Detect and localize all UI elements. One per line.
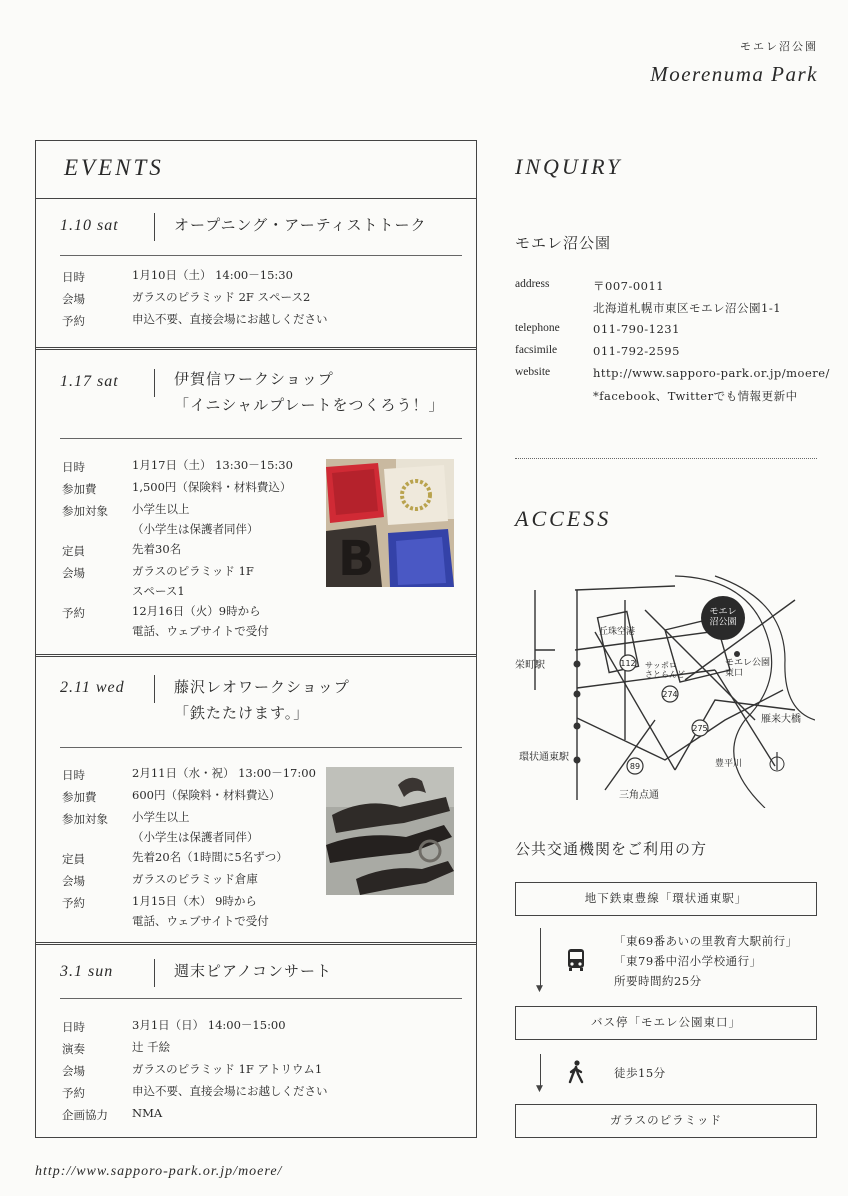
row-label: 参加対象 — [62, 504, 108, 518]
bus-duration: 所要時間約25分 — [614, 974, 702, 988]
event-title: オープニング・アーティストトーク — [174, 216, 427, 234]
divider — [154, 959, 155, 987]
row-label: 企画協力 — [62, 1108, 108, 1122]
map-park-label: モエレ沼公園 — [709, 607, 737, 628]
route-line — [540, 1054, 541, 1088]
svg-text:B: B — [338, 531, 375, 587]
row-value: ガラスのピラミッド倉庫 — [132, 872, 258, 886]
facsimile-label: facsimile — [515, 344, 558, 356]
map-toyohira-label: 豊平川 — [715, 759, 743, 769]
inquiry-title: INQUIRY — [515, 154, 623, 179]
row-value: 電話、ウェブサイトで受付 — [132, 914, 269, 928]
route-274: 274 — [662, 690, 678, 699]
bus-line-1: 「東69番あいの里教育大駅前行」 — [614, 934, 798, 948]
row-label: 予約 — [62, 1086, 85, 1100]
route-275: 275 — [692, 724, 708, 733]
row-label: 演奏 — [62, 1042, 85, 1056]
row-label: 予約 — [62, 314, 85, 328]
row-label: 日時 — [62, 460, 85, 474]
arrow-down-icon: ▼ — [536, 1084, 543, 1094]
row-value: 600円（保険料・材料費込） — [132, 788, 281, 802]
divider — [154, 675, 155, 703]
row-value: 電話、ウェブサイトで受付 — [132, 624, 269, 638]
row-label: 参加費 — [62, 790, 97, 804]
address-line: 北海道札幌市東区モエレ沼公園1-1 — [593, 301, 782, 315]
row-label: 参加対象 — [62, 812, 108, 826]
event-title: 週末ピアノコンサート — [174, 962, 333, 980]
divider — [60, 747, 462, 748]
footer-url[interactable]: http://www.sapporo-park.or.jp/moere/ — [35, 1164, 283, 1179]
row-label: 日時 — [62, 270, 85, 284]
address-label: address — [515, 278, 550, 290]
telephone-value: 011-790-1231 — [593, 322, 680, 336]
row-value: 小学生以上 — [132, 810, 190, 824]
divider — [154, 213, 155, 241]
row-value: 1月17日（土） 13:30－15:30 — [132, 458, 293, 472]
row-value: 申込不要、直接会場にお越しください — [132, 1084, 328, 1098]
row-value: NMA — [132, 1106, 163, 1120]
row-label: 予約 — [62, 896, 85, 910]
event-title: 伊賀信ワークショップ — [174, 370, 334, 388]
facsimile-value: 011-792-2595 — [593, 344, 680, 358]
event-subtitle: 「鉄たたけます。」 — [174, 704, 310, 722]
divider — [36, 198, 476, 199]
address-zip: 〒007-0011 — [593, 279, 665, 293]
route-89: 89 — [629, 762, 641, 771]
row-label: 定員 — [62, 544, 85, 558]
row-value: 1,500円（保険料・材料費込） — [132, 480, 292, 494]
row-label: 日時 — [62, 768, 85, 782]
map-sakaemachi-label: 栄町駅 — [515, 660, 545, 671]
row-label: 定員 — [62, 852, 85, 866]
access-map — [515, 570, 815, 808]
map-bridge-label: 雁来大橋 — [761, 714, 801, 725]
header-name-jp: モエレ沼公園 — [740, 40, 818, 53]
row-label: 参加費 — [62, 482, 97, 496]
row-label: 会場 — [62, 566, 85, 580]
row-value: 辻 千絵 — [132, 1040, 171, 1054]
social-note: *facebook、Twitterでも情報更新中 — [593, 389, 798, 403]
divider — [36, 347, 476, 350]
route-line — [540, 928, 541, 988]
row-value: 1月10日（土） 14:00－15:30 — [132, 268, 293, 282]
map-airport-label: 丘珠空港 — [599, 627, 636, 637]
stop-subway-station: 地下鉄東豊線「環状通東駅」 — [515, 882, 817, 916]
event-title: 藤沢レオワークショップ — [174, 678, 350, 696]
map-satorando-label: サッポロさとらんど — [645, 661, 685, 680]
row-value: 小学生以上 — [132, 502, 190, 516]
row-value: （小学生は保護者同伴） — [132, 522, 259, 536]
bus-icon — [566, 948, 586, 972]
row-value: 2月11日（水・祝） 13:00－17:00 — [132, 766, 316, 780]
row-value: 先着20名（1時間に5名ずつ） — [132, 850, 288, 864]
row-label: 日時 — [62, 1020, 85, 1034]
row-value: ガラスのピラミッド 1F アトリウム1 — [132, 1062, 323, 1076]
divider — [154, 369, 155, 397]
stop-glass-pyramid: ガラスのピラミッド — [515, 1104, 817, 1138]
header-name-en: Moerenuma Park — [650, 62, 818, 86]
divider — [60, 255, 462, 256]
row-value: 12月16日（火）9時から — [132, 604, 261, 618]
events-title: EVENTS — [64, 155, 164, 180]
map-east-gate-label: モエレ公園東口 — [725, 658, 771, 679]
event-date: 2.11 wed — [60, 679, 125, 696]
divider — [515, 458, 817, 459]
row-label: 会場 — [62, 874, 85, 888]
inquiry-org-name: モエレ沼公園 — [515, 234, 612, 252]
row-value: （小学生は保護者同伴） — [132, 830, 259, 844]
events-panel — [35, 140, 477, 1138]
website-link[interactable]: http://www.sapporo-park.or.jp/moere/ — [593, 366, 830, 380]
row-label: 予約 — [62, 606, 85, 620]
divider — [60, 438, 462, 439]
event-date: 1.17 sat — [60, 373, 119, 390]
row-value: ガラスのピラミッド 1F — [132, 564, 254, 578]
telephone-label: telephone — [515, 322, 560, 334]
workshop-photo-plates — [326, 459, 454, 587]
workshop-photo-iron — [326, 767, 454, 895]
event-date: 1.10 sat — [60, 217, 119, 234]
event-subtitle: 「イニシャルプレートをつくろう！」 — [174, 396, 445, 414]
event-date: 3.1 sun — [60, 963, 114, 980]
walking-person-icon — [566, 1060, 586, 1084]
map-kanjo-label: 環状通東駅 — [519, 752, 569, 763]
stop-bus-east-gate: バス停「モエレ公園東口」 — [515, 1006, 817, 1040]
map-sankaku-label: 三角点通 — [619, 790, 659, 801]
arrow-down-icon: ▼ — [536, 984, 543, 994]
divider — [36, 654, 476, 657]
route-112: 112 — [620, 659, 636, 668]
row-label: 会場 — [62, 292, 85, 306]
divider — [60, 998, 462, 999]
row-label: 会場 — [62, 1064, 85, 1078]
row-value: ガラスのピラミッド 2F スペース2 — [132, 290, 311, 304]
row-value: スペース1 — [132, 584, 185, 598]
access-title: ACCESS — [515, 506, 612, 531]
row-value: 先着30名 — [132, 542, 182, 556]
transit-title: 公共交通機関をご利用の方 — [515, 840, 708, 858]
bus-line-2: 「東79番中沼小学校通行」 — [614, 954, 762, 968]
row-value: 3月1日（日） 14:00－15:00 — [132, 1018, 286, 1032]
walk-duration: 徒歩15分 — [614, 1066, 666, 1080]
website-label: website — [515, 366, 551, 378]
divider — [36, 942, 476, 945]
row-value: 申込不要、直接会場にお越しください — [132, 312, 328, 326]
row-value: 1月15日（木） 9時から — [132, 894, 257, 908]
